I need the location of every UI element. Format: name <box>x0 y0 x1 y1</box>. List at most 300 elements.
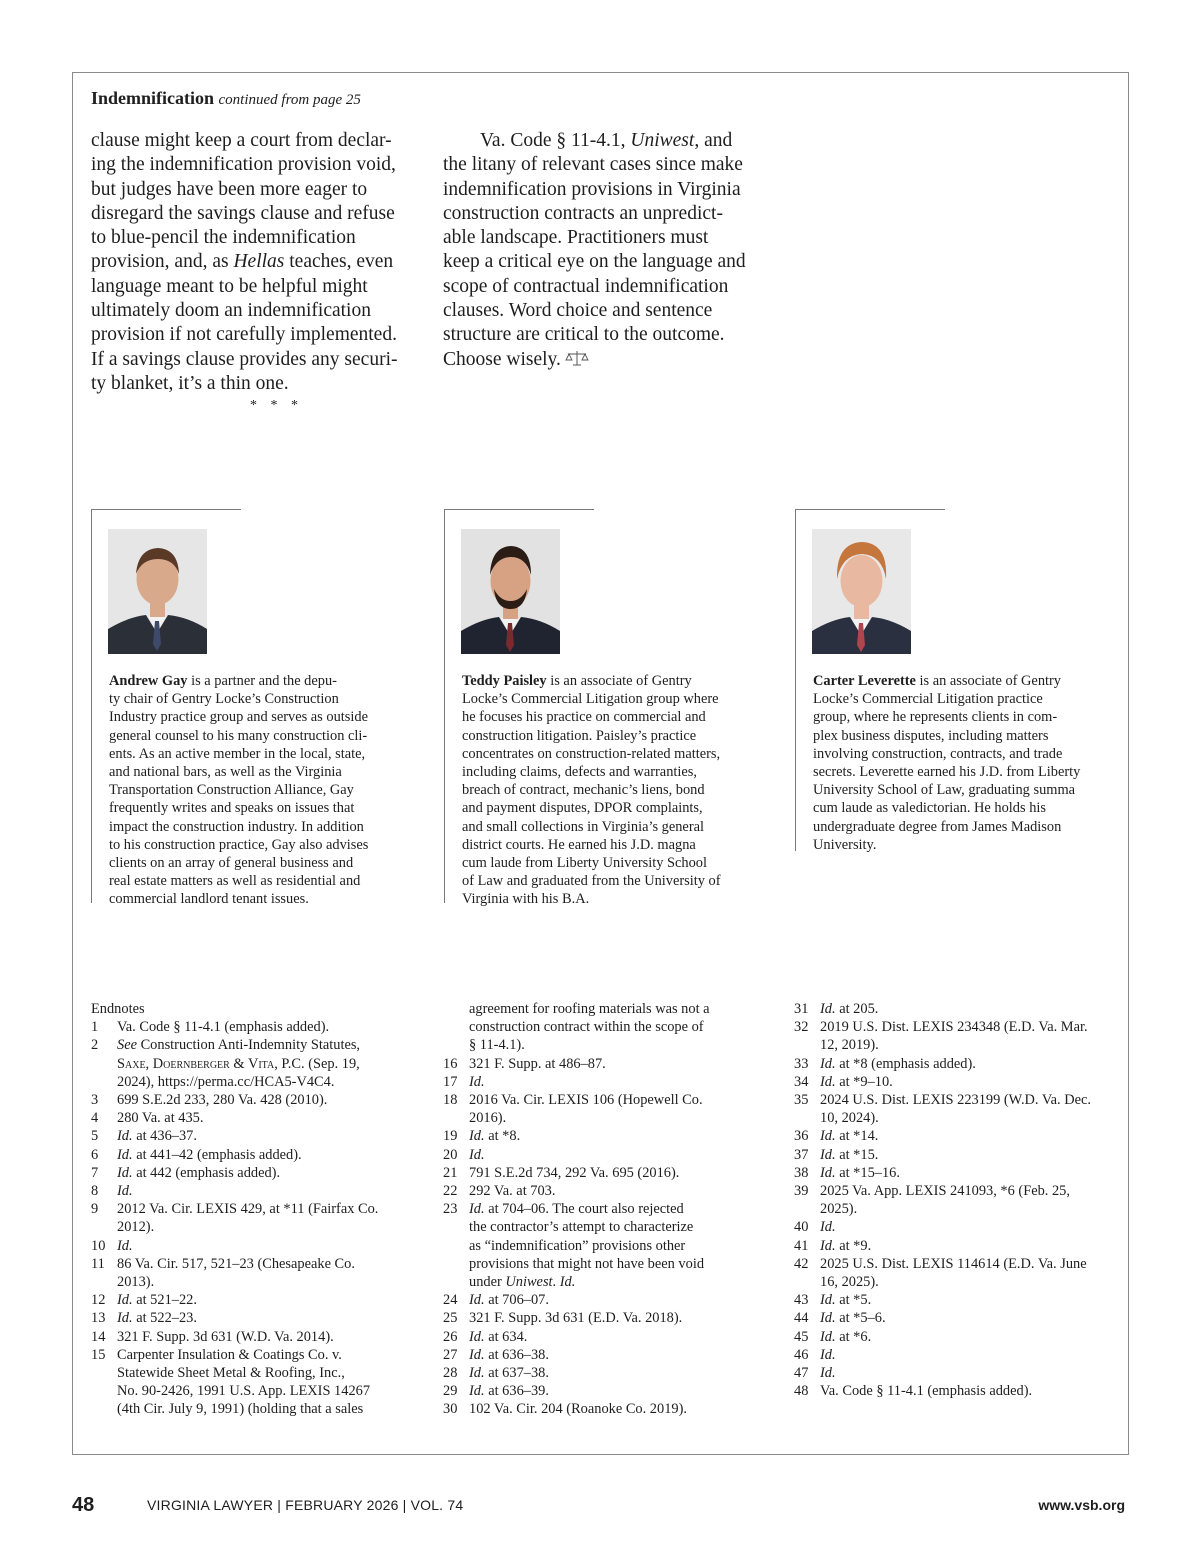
citation-italic: Id. <box>469 1292 485 1309</box>
bio-line: impact the construction industry. In addition <box>109 818 364 835</box>
endnote-line: (4th Cir. July 9, 1991) (holding that a sales <box>117 1401 364 1418</box>
case-name-uniwest: Uniwest <box>630 130 695 151</box>
article-text: provision, and, as <box>91 251 234 273</box>
endnote-number: 35 <box>794 1092 809 1109</box>
author-photo <box>108 529 207 654</box>
citation-italic: Id. <box>469 1383 485 1400</box>
page-footer <box>0 1492 1200 1522</box>
endnote-line <box>469 1073 773 1091</box>
bio-line-first <box>109 672 409 690</box>
endnote-line: See Construction Anti-Indemnity Statutes, <box>117 1037 361 1054</box>
publication-info: VIRGINIA LAWYER | FEBRUARY 2026 | VOL. 74 <box>147 1497 464 1513</box>
author-portrait <box>461 529 560 654</box>
citation-italic: Id. <box>117 1146 133 1163</box>
citation-italic: Id. <box>117 1183 133 1200</box>
endnote-number: 36 <box>794 1128 809 1145</box>
endnote-number: 2 <box>91 1037 99 1054</box>
article-text: teaches, even <box>284 251 394 273</box>
endnote <box>794 1127 1124 1145</box>
endnote-line: 280 Va. at 435. <box>117 1110 204 1127</box>
endnote <box>794 1055 1124 1073</box>
endnote <box>794 1237 1124 1255</box>
endnote <box>794 1091 1124 1127</box>
endnote-line: 2025). <box>820 1201 858 1218</box>
article-line: indemnification provisions in Virginia <box>443 178 741 200</box>
author-name: Carter Leverette <box>813 673 916 689</box>
endnote-number: 27 <box>443 1346 458 1363</box>
endnote-number: 29 <box>443 1383 458 1400</box>
endnote-number: 20 <box>443 1146 458 1163</box>
endnote-number: 28 <box>443 1365 458 1382</box>
endnotes-column-3 <box>794 1000 1124 1400</box>
citation-italic: Id. <box>469 1073 485 1090</box>
endnote-number: 34 <box>794 1073 809 1090</box>
endnote-line: 16, 2025). <box>820 1274 879 1291</box>
endnote-line: 321 F. Supp. 3d 631 (W.D. Va. 2014). <box>117 1328 334 1345</box>
endnote-line: Id. at *5. <box>820 1292 872 1309</box>
endnote-line: Va. Code § 11-4.1 (emphasis added). <box>117 1019 330 1036</box>
endnote <box>91 1036 421 1091</box>
endnote <box>443 1164 773 1182</box>
endnote-number: 17 <box>443 1073 458 1090</box>
endnote-continuation <box>443 1000 773 1055</box>
bio-line: cum laude from Liberty University School <box>462 855 707 872</box>
endnote <box>91 1127 421 1145</box>
bio-line: real estate matters as well as residential and <box>109 873 361 890</box>
article-line: to blue-pencil the indemnification <box>91 227 356 249</box>
endnote <box>443 1364 773 1382</box>
endnote-number: 13 <box>91 1310 106 1327</box>
endnote-line: Id. at 441–42 (emphasis added). <box>117 1146 302 1163</box>
bio-rule-vertical <box>91 509 92 903</box>
endnote-number: 12 <box>91 1292 106 1309</box>
endnote-number: 4 <box>91 1110 99 1127</box>
article-line-last <box>443 348 773 372</box>
endnote-number: 24 <box>443 1292 458 1309</box>
running-head-continued: continued from page 25 <box>218 92 361 108</box>
endnote-line: Id. at 706–07. <box>469 1292 549 1309</box>
bio-line-first <box>813 672 1113 690</box>
article-line: structure are critical to the outcome. <box>443 324 725 346</box>
endnote-line: construction contract within the scope of <box>469 1019 704 1036</box>
citation-small-caps: Saxe, Doernberger & Vita <box>117 1055 275 1072</box>
endnote-number: 8 <box>91 1183 99 1200</box>
endnote-number: 19 <box>443 1128 458 1145</box>
endnote-line: No. 90-2426, 1991 U.S. App. LEXIS 14267 <box>117 1383 371 1400</box>
bio-line: and national bars, as well as the Virginia <box>109 764 342 781</box>
citation-italic: Id. <box>117 1292 133 1309</box>
endnote-number: 26 <box>443 1328 458 1345</box>
bio-text <box>462 672 762 909</box>
endnotes-list <box>443 1055 773 1419</box>
endnote-line <box>117 1182 421 1200</box>
citation-italic: Id. <box>469 1346 485 1363</box>
bio-rule-vertical <box>444 509 445 903</box>
endnote <box>794 1291 1124 1309</box>
endnote-line: Id. at 436–37. <box>117 1128 197 1145</box>
article-line: disregard the savings clause and refuse <box>91 202 395 224</box>
bio-rule-horizontal <box>91 509 241 510</box>
bio-line: involving construction, contracts, and trade <box>813 745 1063 762</box>
bio-line: Locke’s Commercial Litigation group where <box>462 691 719 708</box>
endnote-number: 7 <box>91 1164 99 1181</box>
citation-italic: Id. <box>117 1164 133 1181</box>
endnote-line: Id. at 522–23. <box>117 1310 197 1327</box>
endnote-number: 9 <box>91 1201 99 1218</box>
article-text: , and <box>694 130 733 151</box>
article-line: scope of contractual indemnification <box>443 275 729 297</box>
endnote-number: 48 <box>794 1383 809 1400</box>
author-portrait <box>108 529 207 654</box>
article-line: keep a critical eye on the language and <box>443 251 746 273</box>
endnote-number: 43 <box>794 1292 809 1309</box>
endnote-line: the contractor’s attempt to characterize <box>469 1219 694 1236</box>
endnote-number: 32 <box>794 1019 809 1036</box>
endnote-line: Statewide Sheet Metal & Roofing, Inc., <box>117 1365 345 1382</box>
bio-line: plex business disputes, including matters <box>813 727 1049 744</box>
bio-line: secrets. Leverette earned his J.D. from Liberty <box>813 764 1081 781</box>
endnote <box>443 1346 773 1364</box>
endnote-number: 38 <box>794 1164 809 1181</box>
page-number: 48 <box>72 1494 95 1516</box>
endnote-number: 37 <box>794 1146 809 1163</box>
endnote <box>443 1382 773 1400</box>
bio-line: Transportation Construction Alliance, Gay <box>109 782 354 799</box>
citation-italic: Id. <box>820 1365 836 1382</box>
endnote-line: 2019 U.S. Dist. LEXIS 234348 (E.D. Va. Mar. <box>820 1019 1088 1036</box>
endnote <box>443 1055 773 1073</box>
article-text: Choose wisely. <box>443 348 561 370</box>
bio-line: including claims, defects and warranties, <box>462 764 697 781</box>
endnote-line <box>469 1146 773 1164</box>
endnote <box>443 1091 773 1127</box>
endnote-line: Id. at 636–39. <box>469 1383 549 1400</box>
endnote-number: 25 <box>443 1310 458 1327</box>
bio-text <box>813 672 1113 854</box>
bio-line: to his construction practice, Gay also advises <box>109 836 369 853</box>
article-line: construction contracts an unpredict- <box>443 202 723 224</box>
article-line-first <box>443 129 773 153</box>
article-column-right <box>443 129 773 372</box>
endnote-line: 2024), https://perma.cc/HCA5-V4C4. <box>117 1073 335 1090</box>
endnotes-column-1 <box>91 1000 421 1419</box>
endnote-line: Va. Code § 11-4.1 (emphasis added). <box>820 1383 1033 1400</box>
article-line: able landscape. Practitioners must <box>443 227 709 249</box>
endnote <box>91 1291 421 1309</box>
bio-line: breach of contract, mechanic’s liens, bond <box>462 782 705 799</box>
endnote-line: agreement for roofing materials was not a <box>469 1001 710 1017</box>
bio-line: general counsel to his many construction cli- <box>109 727 368 744</box>
citation-italic: Id. <box>820 1328 836 1345</box>
endnote-number: 10 <box>91 1237 106 1254</box>
endnote <box>794 1364 1124 1382</box>
endnote <box>91 1146 421 1164</box>
endnote <box>443 1328 773 1346</box>
endnote <box>91 1328 421 1346</box>
endnote-line: 12, 2019). <box>820 1037 879 1054</box>
citation-italic: Id. <box>820 1237 836 1254</box>
endnote-line: 321 F. Supp. at 486–87. <box>469 1055 606 1072</box>
article-line: but judges have been more eager to <box>91 178 368 200</box>
endnote-line: Id. at *15. <box>820 1146 879 1163</box>
bio-line: undergraduate degree from James Madison <box>813 818 1062 835</box>
bio-line: is an associate of Gentry <box>546 673 692 689</box>
endnote-line: Saxe, Doernberger & Vita, P.C. (Sep. 19, <box>117 1055 360 1072</box>
citation-italic: Id. <box>820 1128 836 1145</box>
endnote <box>443 1309 773 1327</box>
citation-italic: Uniwest <box>505 1274 553 1291</box>
article-line: provision if not carefully implemented. <box>91 324 397 346</box>
citation-italic: Id. <box>469 1146 485 1163</box>
website-link[interactable]: www.vsb.org <box>1038 1497 1125 1513</box>
running-head-title: Indemnification <box>91 88 215 108</box>
portrait-face <box>841 555 883 607</box>
endnote-line: Id. at 637–38. <box>469 1365 549 1382</box>
citation-italic: Id. <box>820 1001 836 1017</box>
citation-italic: See <box>117 1037 137 1054</box>
endnote-number: 3 <box>91 1092 99 1109</box>
endnote <box>91 1200 421 1236</box>
article-line: ing the indemnification provision void, <box>91 154 396 176</box>
citation-italic: Id. <box>117 1128 133 1145</box>
endnote-number: 23 <box>443 1201 458 1218</box>
article-line: If a savings clause provides any securi- <box>91 348 398 370</box>
endnotes-column-2 <box>443 1000 773 1419</box>
article-line: the litany of relevant cases since make <box>443 154 743 176</box>
endnote-number: 30 <box>443 1401 458 1418</box>
article-column-left <box>91 129 421 396</box>
running-head <box>91 88 361 109</box>
bio-line: and small collections in Virginia’s general <box>462 818 704 835</box>
citation-italic: Id. <box>820 1073 836 1090</box>
endnote-line <box>117 1237 421 1255</box>
endnote-line: 86 Va. Cir. 517, 521–23 (Chesapeake Co. <box>117 1255 355 1272</box>
endnote <box>91 1164 421 1182</box>
citation-italic: Id. <box>820 1292 836 1309</box>
endnote-line: Id. at *9–10. <box>820 1073 893 1090</box>
endnote-line: 699 S.E.2d 233, 280 Va. 428 (2010). <box>117 1092 328 1109</box>
endnotes-list <box>91 1018 421 1418</box>
endnote-line <box>820 1364 1124 1382</box>
article-line: ultimately doom an indemnification <box>91 300 371 322</box>
endnote-line: Id. at *5–6. <box>820 1310 886 1327</box>
bio-line: district courts. He earned his J.D. magna <box>462 836 696 853</box>
endnote-number: 18 <box>443 1092 458 1109</box>
citation-italic: Id. <box>469 1365 485 1382</box>
endnote-line: Id. at 704–06. The court also rejected <box>469 1201 684 1218</box>
endnote <box>91 1018 421 1036</box>
endnote-line: as “indemnification” provisions other <box>469 1237 686 1254</box>
endnote <box>91 1091 421 1109</box>
endnote-line: Id. at 442 (emphasis added). <box>117 1164 281 1181</box>
citation-italic: Id. <box>469 1201 485 1218</box>
bio-text <box>109 672 409 909</box>
endnote <box>794 1164 1124 1182</box>
bio-line: of Law and graduated from the University of <box>462 873 721 890</box>
endnote <box>91 1346 421 1419</box>
endnote-line: Id. at 205. <box>820 1001 879 1017</box>
endnote-line: Carpenter Insulation & Coatings Co. v. <box>117 1346 342 1363</box>
endnote-line: 2016 Va. Cir. LEXIS 106 (Hopewell Co. <box>469 1092 703 1109</box>
endnote-line <box>820 1346 1124 1364</box>
author-portrait <box>812 529 911 654</box>
bio-line: is an associate of Gentry <box>915 673 1061 689</box>
citation-italic: Id. <box>117 1310 133 1327</box>
endnote-line: Id. at 636–38. <box>469 1346 549 1363</box>
citation-italic: Id. <box>820 1055 836 1072</box>
endnote-line: Id. at 634. <box>469 1328 528 1345</box>
endnote-line: 791 S.E.2d 734, 292 Va. 695 (2016). <box>469 1164 680 1181</box>
endnote-number: 47 <box>794 1365 809 1382</box>
endnote-number: 5 <box>91 1128 99 1145</box>
endnote <box>794 1073 1124 1091</box>
endnote-number: 41 <box>794 1237 809 1254</box>
endnote-line: Id. at 521–22. <box>117 1292 197 1309</box>
endnotes-list <box>794 1000 1124 1400</box>
endnote-line: provisions that might not have been void <box>469 1255 705 1272</box>
article-line: language meant to be helpful might <box>91 275 368 297</box>
citation-italic: Id. <box>117 1237 133 1254</box>
bio-line: and payment disputes, DPOR complaints, <box>462 800 703 817</box>
author-name: Andrew Gay <box>109 673 188 689</box>
endnote-number: 15 <box>91 1346 106 1363</box>
bio-line: Virginia with his B.A. <box>462 891 590 908</box>
citation-italic: Id. <box>559 1274 576 1291</box>
endnote <box>794 1182 1124 1218</box>
endnote-line: Id. at *14. <box>820 1128 879 1145</box>
endnote <box>794 1382 1124 1400</box>
case-name-hellas: Hellas <box>233 251 285 273</box>
citation-italic: Id. <box>820 1219 836 1236</box>
endnote-line: 2013). <box>117 1274 155 1291</box>
endnote-line: Id. at *8. <box>469 1128 521 1145</box>
endnote <box>794 1018 1124 1054</box>
bio-line: construction litigation. Paisley’s practice <box>462 727 697 744</box>
article-line: ty blanket, it’s a thin one. <box>91 372 289 394</box>
endnote <box>91 1309 421 1327</box>
bio-line: cum laude as valedictorian. He holds his <box>813 800 1046 817</box>
bio-line: ents. As an active member in the local, state, <box>109 745 366 762</box>
bio-line: he focuses his practice on commercial and <box>462 709 706 726</box>
endnote-number: 6 <box>91 1146 99 1163</box>
endnote-number: 16 <box>443 1055 458 1072</box>
section-separator: * * * <box>250 398 303 413</box>
endnote-line: Id. at *8 (emphasis added). <box>820 1055 976 1072</box>
endnote-number: 31 <box>794 1001 809 1017</box>
endnote-number: 11 <box>91 1255 105 1272</box>
endnote-number: 45 <box>794 1328 809 1345</box>
endnote-line: 102 Va. Cir. 204 (Roanoke Co. 2019). <box>469 1401 687 1418</box>
endnote-line: Id. at *9. <box>820 1237 872 1254</box>
article-line-hellas <box>91 250 421 274</box>
endnote-number: 42 <box>794 1255 809 1272</box>
endnote-number: 46 <box>794 1346 809 1363</box>
citation-italic: Id. <box>469 1128 485 1145</box>
bio-line: concentrates on construction-related matters, <box>462 745 721 762</box>
endnote <box>91 1255 421 1291</box>
bio-rule-horizontal <box>444 509 594 510</box>
endnote-line: Id. at *6. <box>820 1328 872 1345</box>
bio-rule-horizontal <box>795 509 945 510</box>
endnote <box>794 1346 1124 1364</box>
endnote <box>794 1255 1124 1291</box>
endnote <box>794 1328 1124 1346</box>
endnote-number: 14 <box>91 1328 106 1345</box>
bio-line: University. <box>813 836 877 853</box>
article-text: Va. Code § 11-4.1, <box>480 130 631 151</box>
endnote-line: § 11-4.1). <box>469 1037 525 1054</box>
endnote-number: 44 <box>794 1310 809 1327</box>
author-photo <box>461 529 560 654</box>
endnote-number: 33 <box>794 1055 809 1072</box>
endnotes-heading: Endnotes <box>91 1001 145 1017</box>
endnote-line: 2012). <box>117 1219 155 1236</box>
endnote-line: 2012 Va. Cir. LEXIS 429, at *11 (Fairfax Co. <box>117 1201 379 1218</box>
endnote-number: 39 <box>794 1183 809 1200</box>
bio-line: frequently writes and speaks on issues that <box>109 800 355 817</box>
endnote-line <box>820 1218 1124 1236</box>
endnote-line: under Uniwest. Id. <box>469 1274 576 1291</box>
endnote-line: 2025 Va. App. LEXIS 241093, *6 (Feb. 25, <box>820 1183 1070 1200</box>
article-line: clauses. Word choice and sentence <box>443 300 713 322</box>
bio-line: group, where he represents clients in com- <box>813 709 1058 726</box>
endnote <box>443 1200 773 1291</box>
endnote <box>91 1182 421 1200</box>
article-line: clause might keep a court from declar- <box>91 130 392 151</box>
bio-line: commercial landlord tenant issues. <box>109 891 309 908</box>
endnote-line: 292 Va. at 703. <box>469 1183 556 1200</box>
endnote <box>794 1146 1124 1164</box>
endnote-line: Id. at *15–16. <box>820 1164 900 1181</box>
bio-line: University School of Law, graduating summa <box>813 782 1076 799</box>
bio-line: ty chair of Gentry Locke’s Construction <box>109 691 339 708</box>
endnote <box>794 1000 1124 1018</box>
endnote <box>443 1182 773 1200</box>
citation-italic: Id. <box>820 1164 836 1181</box>
endnote <box>443 1127 773 1145</box>
citation-italic: Id. <box>469 1328 485 1345</box>
endnote <box>794 1218 1124 1236</box>
endnote-line: 2016). <box>469 1110 507 1127</box>
author-name: Teddy Paisley <box>462 673 547 689</box>
bio-line: Industry practice group and serves as outside <box>109 709 368 726</box>
citation-italic: Id. <box>820 1310 836 1327</box>
endnote-line: 2024 U.S. Dist. LEXIS 223199 (W.D. Va. Dec. <box>820 1092 1092 1109</box>
bio-line: Locke’s Commercial Litigation practice <box>813 691 1043 708</box>
citation-italic: Id. <box>820 1146 836 1163</box>
endnote <box>443 1073 773 1091</box>
endnote <box>794 1309 1124 1327</box>
endnote-number: 40 <box>794 1219 809 1236</box>
endnote-number: 21 <box>443 1164 458 1181</box>
endnote-line: 2025 U.S. Dist. LEXIS 114614 (E.D. Va. June <box>820 1255 1087 1272</box>
endnote-line: 321 F. Supp. 3d 631 (E.D. Va. 2018). <box>469 1310 683 1327</box>
endnote-number: 22 <box>443 1183 458 1200</box>
bio-line: is a partner and the depu- <box>187 673 337 689</box>
bio-line: clients on an array of general business and <box>109 855 354 872</box>
endnote <box>443 1400 773 1418</box>
author-photo <box>812 529 911 654</box>
endnote <box>443 1146 773 1164</box>
bio-rule-vertical <box>795 509 796 851</box>
endnote <box>91 1237 421 1255</box>
citation-italic: Id. <box>820 1346 836 1363</box>
endnote-line: 10, 2024). <box>820 1110 879 1127</box>
bio-line-first <box>462 672 762 690</box>
endnote <box>443 1291 773 1309</box>
scales-of-justice-icon <box>565 349 589 367</box>
endnote <box>91 1109 421 1127</box>
